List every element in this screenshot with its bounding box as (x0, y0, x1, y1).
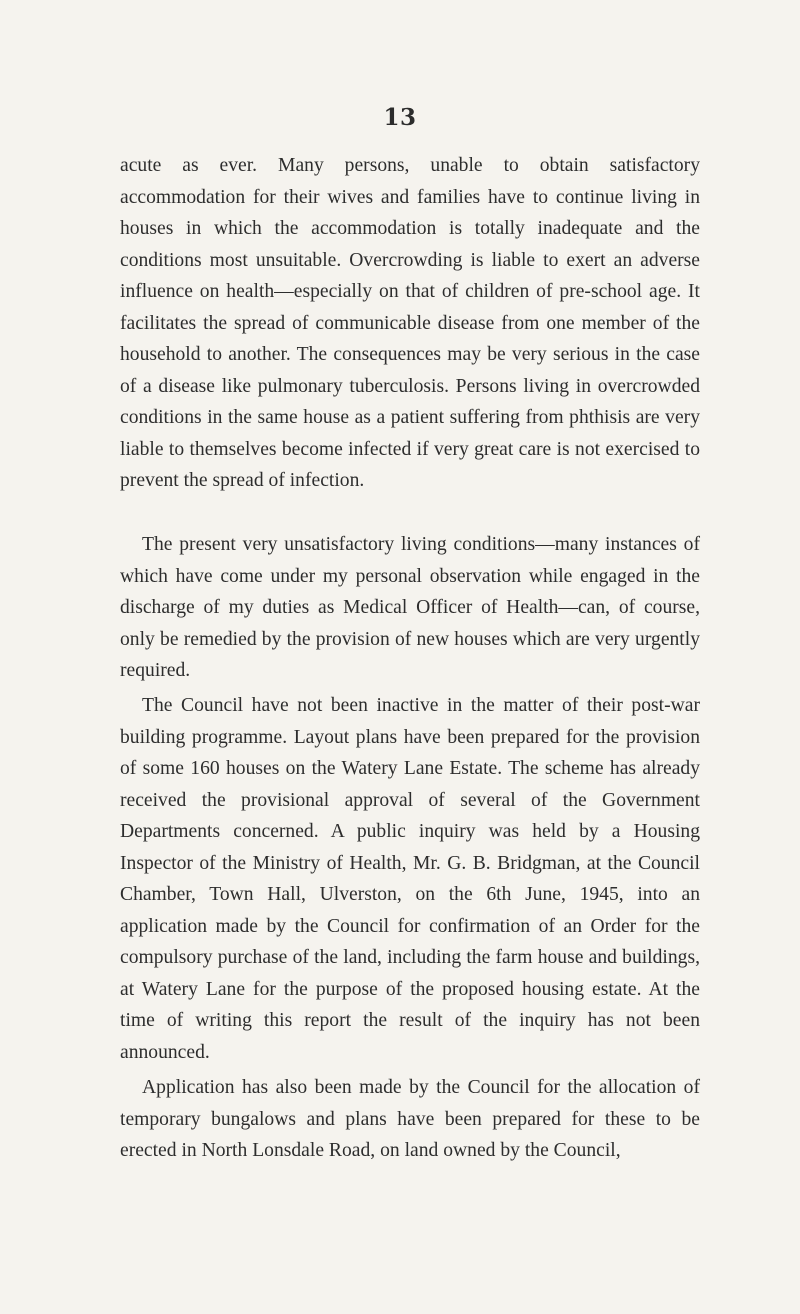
paragraph-overcrowding (120, 150, 700, 497)
paragraph-building-programme (120, 690, 700, 1068)
paragraph-text: The present very unsatisfactory living conditions—many instances of which have come under my personal observation while engaged in the discharge of my duties as Medical Officer of Health—can, of course, only be remedied by the provision of new houses which are very urgently required. (120, 534, 700, 681)
page-number: 13 (383, 104, 417, 131)
paragraph-temporary-bungalows (120, 1072, 700, 1167)
paragraph-text: Application has also been made by the Council for the allocation of temporary bungalows and plans have been prepared for these to be erected in North Lonsdale Road, on land owned by the Council, (120, 1077, 700, 1161)
paragraph-living-conditions (120, 529, 700, 687)
paragraph-text: The Council have not been inactive in the matter of their post-war building programme. Layout plans have been prepared for the provision of some 160 houses on the Watery Lane Estate. The scheme has already received the provisional approval of several of the Government Departments concerned. A public inquiry was held by a Housing Inspector of the Ministry of Health, Mr. G. B. Bridgman, at the Council Chamber, Town Hall, Ulverston, on the 6th June, 1945, into an application made by the Council for confirmation of an Order for the compulsory purchase of the land, including the farm house and buildings, at Watery Lane for the purpose of the proposed housing estate. At the time of writing this report the result of the inquiry has not been announced. (120, 695, 700, 1063)
paragraph-text: acute as ever. Many persons, unable to obtain satisfactory accommodation for their wives and families have to continue living in houses in which the accommodation is totally inadequate and the conditions most unsuitable. Overcrowding is liable to exert an adverse influence on health—especially on that of children of pre-school age. It facilitates the spread of communicable disease from one member of the household to another. The consequences may be very serious in the case of a disease like pulmonary tuberculosis. Persons living in overcrowded conditions in the same house as a patient suffering from phthisis are very liable to themselves become infected if very great care is not exercised to prevent the spread of infection. (120, 155, 700, 491)
